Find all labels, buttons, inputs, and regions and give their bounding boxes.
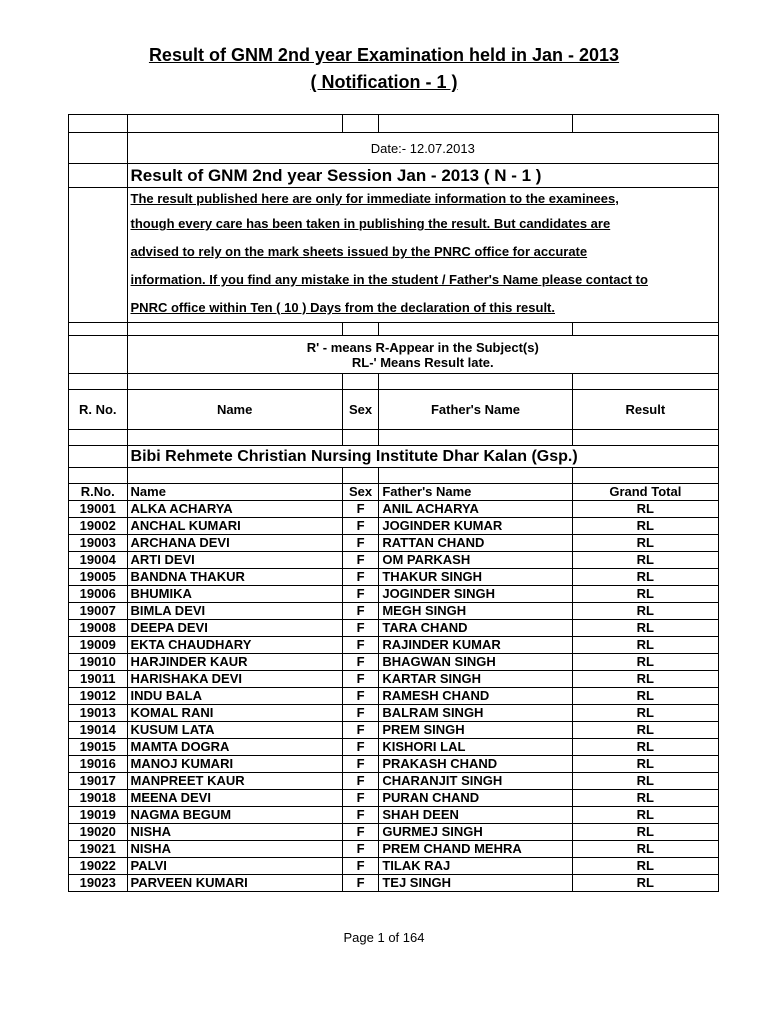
list-header-sex: Sex [342,484,379,501]
notice-row [69,188,719,323]
cell-sex: F [342,756,379,773]
cell-result: RL [572,756,718,773]
cell-result: RL [572,722,718,739]
legend-result-late: RL-' Means Result late. [351,354,494,370]
cell-sex: F [342,858,379,875]
table-row [69,654,719,671]
result-date: Date:- 12.07.2013 [127,133,718,164]
cell-father-name: RATTAN CHAND [379,535,572,552]
cell-father-name: RAJINDER KUMAR [379,637,572,654]
cell-sex: F [342,688,379,705]
cell-name: ALKA ACHARYA [127,501,342,518]
cell-sex: F [342,875,379,892]
cell-father-name: TARA CHAND [379,620,572,637]
cell-result: RL [572,671,718,688]
cell-name: ARCHANA DEVI [127,535,342,552]
legend-r-appear: R' - means R-Appear in the Subject(s) [306,339,539,355]
cell-rno: 19005 [69,569,128,586]
cell-rno: 19023 [69,875,128,892]
cell-result: RL [572,501,718,518]
cell-sex: F [342,739,379,756]
cell-sex: F [342,824,379,841]
cell-rno: 19013 [69,705,128,722]
cell-sex: F [342,654,379,671]
cell-name: KUSUM LATA [127,722,342,739]
cell-father-name: PURAN CHAND [379,790,572,807]
cell-result: RL [572,552,718,569]
cell-result: RL [572,620,718,637]
cell-father-name: GURMEJ SINGH [379,824,572,841]
table-row [69,858,719,875]
header-sex: Sex [342,390,379,430]
cell-rno: 19009 [69,637,128,654]
cell-result: RL [572,654,718,671]
cell-father-name: TILAK RAJ [379,858,572,875]
institute-name: Bibi Rehmete Christian Nursing Institute Dhar Kalan (Gsp.) [127,446,718,468]
table-row [69,841,719,858]
list-header-row [69,484,719,501]
cell-name: HARJINDER KAUR [127,654,342,671]
cell-rno: 19007 [69,603,128,620]
main-header-row [69,390,719,430]
table-row [69,824,719,841]
cell-result: RL [572,807,718,824]
table-row [69,773,719,790]
blank-row [69,374,719,390]
cell-result: RL [572,535,718,552]
cell-name: PALVI [127,858,342,875]
cell-name: MANOJ KUMARI [127,756,342,773]
table-row [69,518,719,535]
header-result: Result [572,390,718,430]
cell-father-name: MEGH SINGH [379,603,572,620]
cell-rno: 19011 [69,671,128,688]
cell-rno: 19018 [69,790,128,807]
cell-name: PARVEEN KUMARI [127,875,342,892]
cell-father-name: JOGINDER KUMAR [379,518,572,535]
cell-sex: F [342,722,379,739]
cell-father-name: PRAKASH CHAND [379,756,572,773]
legend-row [69,336,719,374]
cell-father-name: KISHORI LAL [379,739,572,756]
table-row [69,688,719,705]
header-rno: R. No. [69,390,128,430]
notice-line: PNRC office within Ten ( 10 ) Days from the declaration of this result. [130,300,556,315]
table-row [69,722,719,739]
legend [127,336,718,374]
cell-father-name: PREM SINGH [379,722,572,739]
cell-name: HARISHAKA DEVI [127,671,342,688]
list-header-name: Name [127,484,342,501]
cell-name: KOMAL RANI [127,705,342,722]
cell-sex: F [342,790,379,807]
cell-rno: 19001 [69,501,128,518]
table-row [69,756,719,773]
table-row [69,739,719,756]
cell-rno: 19006 [69,586,128,603]
session-row [69,164,719,188]
cell-rno: 19015 [69,739,128,756]
cell-name: EKTA CHAUDHARY [127,637,342,654]
cell-result: RL [572,790,718,807]
cell-sex: F [342,535,379,552]
table-row [69,603,719,620]
cell-rno: 19017 [69,773,128,790]
cell-result: RL [572,569,718,586]
table-row [69,790,719,807]
cell-result: RL [572,637,718,654]
list-header-total: Grand Total [572,484,718,501]
cell-name: ANCHAL KUMARI [127,518,342,535]
cell-rno: 19016 [69,756,128,773]
notice-line: information. If you find any mistake in the student / Father's Name please contact to [130,272,648,287]
cell-rno: 19010 [69,654,128,671]
cell-name: NISHA [127,841,342,858]
cell-sex: F [342,620,379,637]
cell-sex: F [342,518,379,535]
cell-sex: F [342,637,379,654]
cell-result: RL [572,586,718,603]
cell-name: BIMLA DEVI [127,603,342,620]
cell-name: MEENA DEVI [127,790,342,807]
cell-sex: F [342,501,379,518]
cell-rno: 19002 [69,518,128,535]
table-row [69,671,719,688]
cell-father-name: KARTAR SINGH [379,671,572,688]
table-row [69,705,719,722]
cell-rno: 19019 [69,807,128,824]
cell-result: RL [572,705,718,722]
cell-rno: 19004 [69,552,128,569]
cell-name: MAMTA DOGRA [127,739,342,756]
cell-rno: 19014 [69,722,128,739]
cell-name: NISHA [127,824,342,841]
blank-row [69,430,719,446]
table-row [69,586,719,603]
cell-sex: F [342,586,379,603]
cell-name: MANPREET KAUR [127,773,342,790]
cell-father-name: SHAH DEEN [379,807,572,824]
table-row [69,637,719,654]
notice-line: The result published here are only for immediate information to the examinees, [130,191,619,206]
table-row [69,552,719,569]
cell-name: NAGMA BEGUM [127,807,342,824]
cell-result: RL [572,824,718,841]
table-row [69,620,719,637]
cell-father-name: THAKUR SINGH [379,569,572,586]
cell-name: DEEPA DEVI [127,620,342,637]
cell-sex: F [342,603,379,620]
cell-father-name: BHAGWAN SINGH [379,654,572,671]
table-row [69,569,719,586]
cell-result: RL [572,688,718,705]
cell-sex: F [342,807,379,824]
disclaimer-notice [127,188,718,323]
cell-father-name: CHARANJIT SINGH [379,773,572,790]
cell-rno: 19020 [69,824,128,841]
cell-name: ARTI DEVI [127,552,342,569]
blank-row [69,468,719,484]
blank-row [69,115,719,133]
notice-line: advised to rely on the mark sheets issued by the PNRC office for accurate [130,244,588,259]
cell-sex: F [342,552,379,569]
notice-line: though every care has been taken in publishing the result. But candidates are [130,216,611,231]
notification-subtitle: ( Notification - 1 ) [310,72,458,92]
cell-rno: 19012 [69,688,128,705]
cell-result: RL [572,773,718,790]
cell-sex: F [342,841,379,858]
cell-name: BHUMIKA [127,586,342,603]
blank-row [69,323,719,336]
cell-name: INDU BALA [127,688,342,705]
table-row [69,875,719,892]
cell-result: RL [572,841,718,858]
list-header-father: Father's Name [379,484,572,501]
cell-rno: 19008 [69,620,128,637]
cell-sex: F [342,705,379,722]
cell-rno: 19022 [69,858,128,875]
cell-sex: F [342,671,379,688]
page-number: Page 1 of 164 [343,930,425,945]
session-title: Result of GNM 2nd year Session Jan - 2013 ( N - 1 ) [127,164,718,188]
cell-sex: F [342,569,379,586]
institute-row [69,446,719,468]
table-row [69,535,719,552]
cell-rno: 19003 [69,535,128,552]
list-header-rno: R.No. [69,484,128,501]
cell-result: RL [572,875,718,892]
cell-result: RL [572,739,718,756]
cell-father-name: JOGINDER SINGH [379,586,572,603]
cell-father-name: ANIL ACHARYA [379,501,572,518]
header-name: Name [127,390,342,430]
header-father-name: Father's Name [379,390,572,430]
cell-father-name: RAMESH CHAND [379,688,572,705]
cell-father-name: PREM CHAND MEHRA [379,841,572,858]
cell-result: RL [572,858,718,875]
cell-name: BANDNA THAKUR [127,569,342,586]
cell-rno: 19021 [69,841,128,858]
cell-result: RL [572,603,718,620]
cell-father-name: BALRAM SINGH [379,705,572,722]
cell-sex: F [342,773,379,790]
document-title: Result of GNM 2nd year Examination held in Jan - 2013 [148,45,620,65]
cell-result: RL [572,518,718,535]
date-row [69,133,719,164]
cell-father-name: TEJ SINGH [379,875,572,892]
table-row [69,501,719,518]
result-sheet [68,114,719,892]
table-row [69,807,719,824]
cell-father-name: OM PARKASH [379,552,572,569]
